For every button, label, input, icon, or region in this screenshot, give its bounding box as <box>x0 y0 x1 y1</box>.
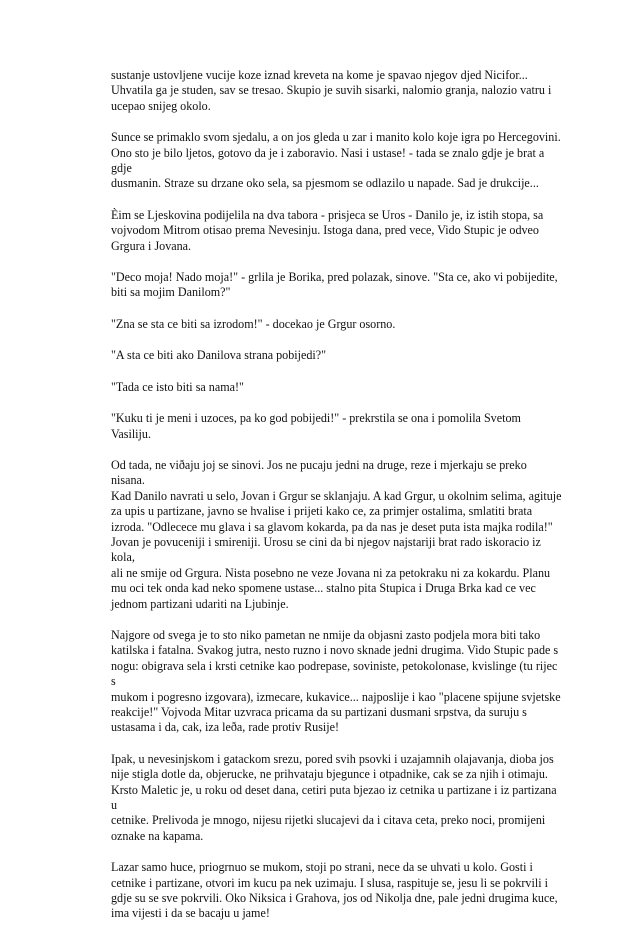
paragraph-8: "Kuku ti je meni i uzoces, pa ko god pobijedi!" - prekrstila se ona i pomolila Svetom Vasiliju. <box>111 411 521 441</box>
paragraph-11: Ipak, u nevesinjskom i gatackom srezu, pored svih psovki i uzajamnih olajavanja, dioba jos nije stigla dotle da, objerucke, ne prihvataju bjegunce i otpadnike, cak se za njih i otimaju. Krsto Maletic je, u roku od deset dana, cetiri puta bjezao iz cetnika u partizane i iz partizana u cetnike. Prelivoda je mnogo, nijesu rijetki slucajevi da i citava ceta, preko noci, promijeni oznake na kapama. <box>111 751 557 843</box>
paragraph-6: "A sta ce biti ako Danilova strana pobijedi?" <box>111 348 327 363</box>
paragraph-7: "Tada ce isto biti sa nama!" <box>111 379 244 394</box>
paragraph-9: Od tada, ne viðaju joj se sinovi. Jos ne pucaju jedni na druge, reze i mjerkaju se preko nisana. Kad Danilo navrati u selo, Jovan i Grgur se sklanjaju. A kad Grgur, u okolnim selima, agituje za upis u partizane, javno se hvalise i prijeti kako ce, za primjer ostalima, smlatiti brata izroda. "Odlecece mu glava i sa glavom kokarda, pa da nas je deset puta ista majka rodila!" Jovan je povuceniji i smireniji. Urosu se cini da bi njegov najstariji brat rado iskoracio iz kola, ali ne smije od Grgura. Nista posebno ne veze Jovana ni za petokraku ni za kokardu. Planu mu oci tek onda kad neko spomene ustase... stalno pita Stupica i Druga Brka kad ce vec jednom partizani udariti na Ljubinje. <box>111 457 562 611</box>
paragraph-10: Najgore od svega je to sto niko pametan ne nmije da objasni zasto podjela mora biti tako katilska i fatalna. Svakog jutra, nesto ruzno i novo sknade jedni drugima. Vido Stupic pade s nogu: obigrava sela i krsti cetnike kao podrepase, soviniste, petokolonase, kvislinge (tu rijec s mukom i pogresno izgovara), izmecare, kukavice... najposlije i kao "placene spijune svjetske reakcije!" Vojvoda Mitar uzvraca pricama da su partizani dusmani srpstva, da suruju s ustasama i da, cak, iza leða, rade protiv Rusije! <box>111 627 561 735</box>
document-page <box>111 68 563 938</box>
paragraph-1: sustanje ustovljene vucije koze iznad kreveta na kome je spavao njegov djed Nicifor... Uhvatila ga je studen, sav se tresao. Skupio je suvih sisarki, nalomio granja, nalozio vatru i ucepao snijeg okolo. <box>111 68 552 113</box>
paragraph-12: Lazar samo huce, priogrnuo se mukom, stoji po strani, nece da se uhvati u kolo. Gosti i cetnike i partizane, otvori im kucu pa nek uzimaju. I slusa, raspituje se, jesu li se pokrvili i gdje su se sve pokrvili. Oko Niksica i Grahova, jos od Nikolja dne, pale jedni drugima kuce, ima vijesti i da se bacaju u jame! <box>111 860 558 921</box>
paragraph-3: Èim se Ljeskovina podijelila na dva tabora - prisjeca se Uros - Danilo je, iz istih stopa, sa vojvodom Mitrom otisao prema Nevesinju. Istoga dana, pred vece, Vido Stupic je odveo Grgura i Jovana. <box>111 207 544 253</box>
paragraph-2: Sunce se primaklo svom sjedalu, a on jos gleda u zar i manito kolo koje igra po Hercegovini. Ono sto je bilo ljetos, gotovo da je i zaboravio. Nasi i ustase! - tada se znalo gdje je brat a gdje dusmanin. Straze su drzane oko sela, sa pjesmom se odlazilo u napade. Sad je drukcije... <box>111 130 561 191</box>
paragraph-4: "Deco moja! Nado moja!" - grlila je Borika, pred polazak, sinove. "Sta ce, ako vi pobijedite, biti sa mojim Danilom?" <box>111 270 558 300</box>
paragraph-5: "Zna se sta ce biti sa izrodom!" - docekao je Grgur osorno. <box>111 316 396 331</box>
